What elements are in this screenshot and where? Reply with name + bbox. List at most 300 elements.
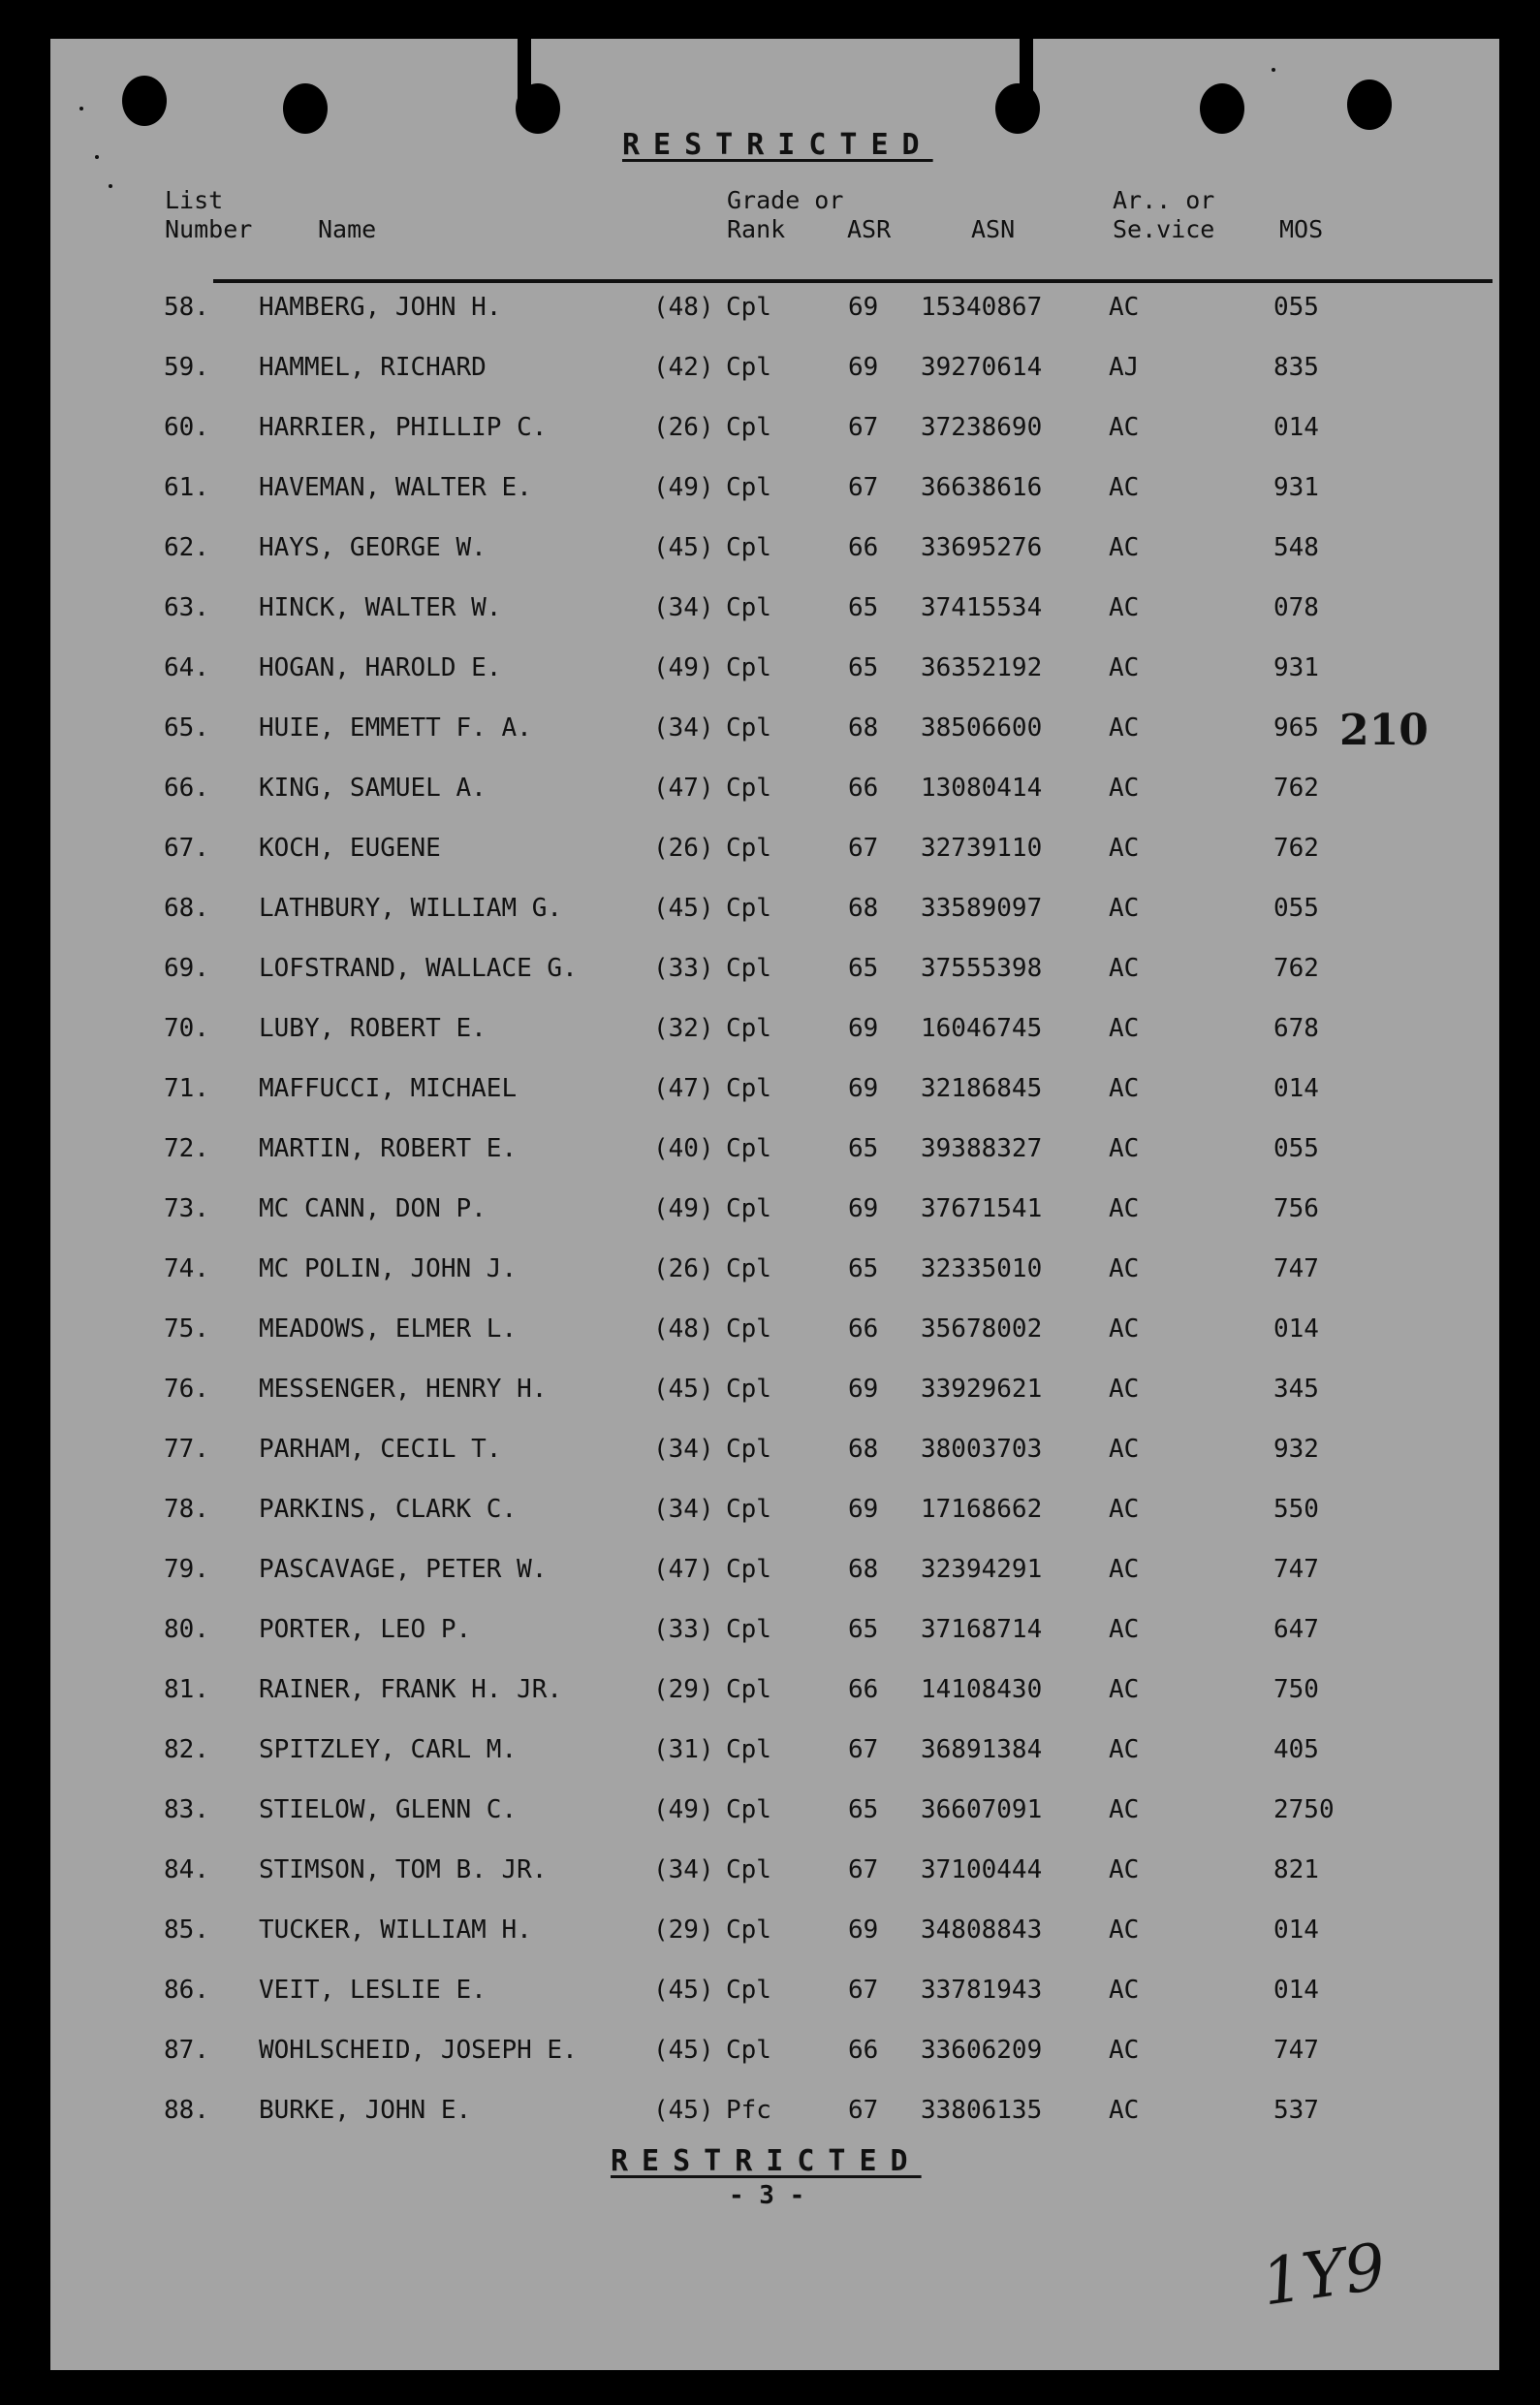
cell-asr: 68 xyxy=(848,894,879,923)
cell-mos: 014 xyxy=(1273,1074,1319,1103)
page-number: - 3 - xyxy=(729,2181,805,2210)
cell-rank: Cpl xyxy=(726,713,771,743)
cell-age: (45) xyxy=(653,2096,714,2125)
cell-rank: Cpl xyxy=(726,1074,771,1103)
cell-list-number: 74. xyxy=(164,1254,209,1283)
cell-asn: 37671541 xyxy=(921,1194,1043,1223)
cell-list-number: 81. xyxy=(164,1675,209,1704)
col-header-grade-line1: Grade or xyxy=(727,186,844,214)
cell-name: PARKINS, CLARK C. xyxy=(259,1495,518,1524)
cell-asn: 36607091 xyxy=(921,1795,1043,1824)
cell-age: (26) xyxy=(653,834,714,863)
cell-age: (34) xyxy=(653,593,714,622)
cell-age: (34) xyxy=(653,1495,714,1524)
cell-mos: 932 xyxy=(1273,1435,1319,1464)
cell-age: (34) xyxy=(653,713,714,743)
cell-age: (33) xyxy=(653,1615,714,1644)
cell-rank: Cpl xyxy=(726,1855,771,1884)
document-page xyxy=(50,39,1499,2370)
cell-age: (34) xyxy=(653,1855,714,1884)
table-row xyxy=(50,473,1499,512)
cell-list-number: 85. xyxy=(164,1915,209,1945)
cell-list-number: 63. xyxy=(164,593,209,622)
cell-arm-service: AC xyxy=(1109,834,1140,863)
cell-asr: 69 xyxy=(848,293,879,322)
cell-list-number: 59. xyxy=(164,353,209,382)
cell-rank: Cpl xyxy=(726,473,771,502)
cell-rank: Cpl xyxy=(726,1254,771,1283)
table-row xyxy=(50,1194,1499,1233)
cell-rank: Cpl xyxy=(726,533,771,562)
cell-arm-service: AC xyxy=(1109,413,1140,442)
cell-asr: 68 xyxy=(848,1555,879,1584)
table-row xyxy=(50,1615,1499,1654)
cell-age: (45) xyxy=(653,894,714,923)
cell-rank: Cpl xyxy=(726,1134,771,1163)
col-header-mos: MOS xyxy=(1279,215,1324,243)
cell-name: BURKE, JOHN E. xyxy=(259,2096,472,2125)
cell-asr: 68 xyxy=(848,1435,879,1464)
cell-name: STIMSON, TOM B. JR. xyxy=(259,1855,548,1884)
paper-speck xyxy=(1272,68,1275,72)
cell-asr: 66 xyxy=(848,2036,879,2065)
cell-asn: 33781943 xyxy=(921,1976,1043,2005)
cell-arm-service: AC xyxy=(1109,1675,1140,1704)
cell-mos: 747 xyxy=(1273,2036,1319,2065)
cell-asr: 69 xyxy=(848,353,879,382)
cell-asn: 32186845 xyxy=(921,1074,1043,1103)
cell-mos: 014 xyxy=(1273,413,1319,442)
cell-list-number: 71. xyxy=(164,1074,209,1103)
table-row xyxy=(50,413,1499,452)
cell-arm-service: AC xyxy=(1109,1615,1140,1644)
table-row xyxy=(50,1435,1499,1473)
cell-name: HAMBERG, JOHN H. xyxy=(259,293,502,322)
table-row xyxy=(50,653,1499,692)
col-header-asr: ASR xyxy=(847,215,892,243)
cell-mos: 548 xyxy=(1273,533,1319,562)
cell-age: (47) xyxy=(653,1555,714,1584)
cell-rank: Cpl xyxy=(726,894,771,923)
cell-age: (26) xyxy=(653,413,714,442)
cell-list-number: 80. xyxy=(164,1615,209,1644)
cell-asr: 67 xyxy=(848,1976,879,2005)
cell-asn: 38506600 xyxy=(921,713,1043,743)
cell-asr: 65 xyxy=(848,653,879,682)
cell-arm-service: AC xyxy=(1109,2036,1140,2065)
cell-arm-service: AC xyxy=(1109,1435,1140,1464)
cell-rank: Cpl xyxy=(726,1495,771,1524)
cell-asr: 69 xyxy=(848,1074,879,1103)
cell-name: MESSENGER, HENRY H. xyxy=(259,1375,548,1404)
cell-list-number: 67. xyxy=(164,834,209,863)
cell-list-number: 86. xyxy=(164,1976,209,2005)
cell-name: SPITZLEY, CARL M. xyxy=(259,1735,518,1764)
cell-list-number: 73. xyxy=(164,1194,209,1223)
table-row xyxy=(50,2036,1499,2074)
cell-age: (31) xyxy=(653,1735,714,1764)
cell-asn: 37555398 xyxy=(921,954,1043,983)
col-header-arm-line1: Ar.. or xyxy=(1113,186,1215,214)
table-row xyxy=(50,1976,1499,2014)
table-row xyxy=(50,593,1499,632)
cell-arm-service: AC xyxy=(1109,894,1140,923)
cell-mos: 2750 xyxy=(1273,1795,1335,1824)
cell-rank: Cpl xyxy=(726,1795,771,1824)
table-row xyxy=(50,774,1499,812)
cell-arm-service: AC xyxy=(1109,713,1140,743)
cell-asn: 34808843 xyxy=(921,1915,1043,1945)
cell-asn: 33929621 xyxy=(921,1375,1043,1404)
col-header-list-number-line1: List xyxy=(165,186,224,214)
cell-arm-service: AC xyxy=(1109,1976,1140,2005)
cell-asr: 69 xyxy=(848,1375,879,1404)
table-row xyxy=(50,293,1499,332)
cell-arm-service: AC xyxy=(1109,1375,1140,1404)
table-row xyxy=(50,2096,1499,2135)
cell-age: (26) xyxy=(653,1254,714,1283)
cell-asn: 38003703 xyxy=(921,1435,1043,1464)
cell-name: LATHBURY, WILLIAM G. xyxy=(259,894,563,923)
cell-age: (40) xyxy=(653,1134,714,1163)
cell-arm-service: AC xyxy=(1109,533,1140,562)
cell-asn: 33606209 xyxy=(921,2036,1043,2065)
margin-number: 210 xyxy=(1339,706,1429,755)
cell-name: HAMMEL, RICHARD xyxy=(259,353,487,382)
cell-asr: 65 xyxy=(848,1795,879,1824)
cell-asr: 65 xyxy=(848,1134,879,1163)
cell-rank: Cpl xyxy=(726,2036,771,2065)
cell-list-number: 87. xyxy=(164,2036,209,2065)
table-row xyxy=(50,1375,1499,1413)
cell-mos: 647 xyxy=(1273,1615,1319,1644)
cell-rank: Cpl xyxy=(726,834,771,863)
cell-asr: 67 xyxy=(848,413,879,442)
cell-name: VEIT, LESLIE E. xyxy=(259,1976,487,2005)
cell-asr: 67 xyxy=(848,1855,879,1884)
cell-mos: 550 xyxy=(1273,1495,1319,1524)
cell-rank: Cpl xyxy=(726,1735,771,1764)
cell-rank: Cpl xyxy=(726,413,771,442)
cell-rank: Cpl xyxy=(726,1615,771,1644)
cell-mos: 405 xyxy=(1273,1735,1319,1764)
cell-list-number: 79. xyxy=(164,1555,209,1584)
cell-mos: 747 xyxy=(1273,1254,1319,1283)
cell-rank: Cpl xyxy=(726,653,771,682)
cell-name: LOFSTRAND, WALLACE G. xyxy=(259,954,578,983)
handwritten-note: 1Y9 xyxy=(1257,2229,1391,2321)
table-row xyxy=(50,954,1499,993)
cell-age: (45) xyxy=(653,1375,714,1404)
cell-list-number: 78. xyxy=(164,1495,209,1524)
col-header-grade-line2: Rank xyxy=(727,215,786,243)
cell-list-number: 88. xyxy=(164,2096,209,2125)
table-row xyxy=(50,834,1499,872)
table-row xyxy=(50,713,1499,752)
cell-rank: Cpl xyxy=(726,774,771,803)
cell-rank: Cpl xyxy=(726,593,771,622)
cell-list-number: 72. xyxy=(164,1134,209,1163)
col-header-asn: ASN xyxy=(971,215,1016,243)
cell-asr: 67 xyxy=(848,2096,879,2125)
cell-name: MC POLIN, JOHN J. xyxy=(259,1254,518,1283)
cell-age: (49) xyxy=(653,1795,714,1824)
cell-arm-service: AC xyxy=(1109,954,1140,983)
cell-asr: 68 xyxy=(848,713,879,743)
cell-rank: Cpl xyxy=(726,1555,771,1584)
cell-mos: 014 xyxy=(1273,1314,1319,1344)
cell-name: HAVEMAN, WALTER E. xyxy=(259,473,532,502)
cell-asr: 69 xyxy=(848,1194,879,1223)
table-row xyxy=(50,353,1499,392)
table-row xyxy=(50,1735,1499,1774)
cell-arm-service: AC xyxy=(1109,1254,1140,1283)
cell-name: HARRIER, PHILLIP C. xyxy=(259,413,548,442)
cell-rank: Pfc xyxy=(726,2096,771,2125)
table-row xyxy=(50,1074,1499,1113)
cell-list-number: 83. xyxy=(164,1795,209,1824)
cell-arm-service: AC xyxy=(1109,1134,1140,1163)
cell-arm-service: AC xyxy=(1109,1014,1140,1043)
cell-asn: 33806135 xyxy=(921,2096,1043,2125)
cell-name: WOHLSCHEID, JOSEPH E. xyxy=(259,2036,578,2065)
cell-mos: 965 xyxy=(1273,713,1319,743)
cell-name: STIELOW, GLENN C. xyxy=(259,1795,518,1824)
cell-mos: 055 xyxy=(1273,1134,1319,1163)
table-row xyxy=(50,1795,1499,1834)
cell-list-number: 58. xyxy=(164,293,209,322)
cell-age: (47) xyxy=(653,1074,714,1103)
cell-asr: 65 xyxy=(848,954,879,983)
cell-list-number: 84. xyxy=(164,1855,209,1884)
cell-mos: 931 xyxy=(1273,653,1319,682)
cell-arm-service: AC xyxy=(1109,593,1140,622)
cell-mos: 762 xyxy=(1273,954,1319,983)
cell-list-number: 70. xyxy=(164,1014,209,1043)
cell-rank: Cpl xyxy=(726,954,771,983)
cell-arm-service: AC xyxy=(1109,1795,1140,1824)
cell-arm-service: AC xyxy=(1109,473,1140,502)
cell-list-number: 64. xyxy=(164,653,209,682)
footer-classification: RESTRICTED xyxy=(611,2144,922,2178)
cell-mos: 835 xyxy=(1273,353,1319,382)
cell-asr: 66 xyxy=(848,1675,879,1704)
table-row xyxy=(50,1855,1499,1894)
cell-mos: 747 xyxy=(1273,1555,1319,1584)
cell-name: HUIE, EMMETT F. A. xyxy=(259,713,532,743)
cell-name: HINCK, WALTER W. xyxy=(259,593,502,622)
paper-notch xyxy=(1020,39,1033,107)
cell-asn: 32335010 xyxy=(921,1254,1043,1283)
cell-arm-service: AC xyxy=(1109,1194,1140,1223)
cell-rank: Cpl xyxy=(726,1675,771,1704)
cell-age: (29) xyxy=(653,1915,714,1945)
cell-mos: 931 xyxy=(1273,473,1319,502)
cell-age: (29) xyxy=(653,1675,714,1704)
cell-list-number: 65. xyxy=(164,713,209,743)
cell-asn: 37168714 xyxy=(921,1615,1043,1644)
cell-list-number: 82. xyxy=(164,1735,209,1764)
cell-asn: 36891384 xyxy=(921,1735,1043,1764)
cell-arm-service: AC xyxy=(1109,653,1140,682)
table-row xyxy=(50,1675,1499,1714)
cell-asr: 69 xyxy=(848,1495,879,1524)
cell-asr: 65 xyxy=(848,1615,879,1644)
cell-name: MEADOWS, ELMER L. xyxy=(259,1314,518,1344)
paper-notch xyxy=(518,39,531,107)
cell-rank: Cpl xyxy=(726,1314,771,1344)
cell-name: PARHAM, CECIL T. xyxy=(259,1435,502,1464)
cell-list-number: 61. xyxy=(164,473,209,502)
cell-rank: Cpl xyxy=(726,1194,771,1223)
cell-list-number: 60. xyxy=(164,413,209,442)
cell-rank: Cpl xyxy=(726,1375,771,1404)
punch-hole xyxy=(995,83,1040,134)
cell-mos: 014 xyxy=(1273,1915,1319,1945)
cell-arm-service: AC xyxy=(1109,1495,1140,1524)
cell-asr: 66 xyxy=(848,1314,879,1344)
table-row xyxy=(50,1014,1499,1053)
cell-age: (34) xyxy=(653,1435,714,1464)
cell-mos: 762 xyxy=(1273,774,1319,803)
cell-name: KING, SAMUEL A. xyxy=(259,774,487,803)
cell-rank: Cpl xyxy=(726,293,771,322)
cell-asr: 67 xyxy=(848,1735,879,1764)
cell-age: (49) xyxy=(653,1194,714,1223)
cell-list-number: 62. xyxy=(164,533,209,562)
cell-rank: Cpl xyxy=(726,1435,771,1464)
punch-hole xyxy=(1347,79,1392,130)
cell-name: PASCAVAGE, PETER W. xyxy=(259,1555,548,1584)
paper-speck xyxy=(95,155,99,159)
cell-age: (42) xyxy=(653,353,714,382)
cell-arm-service: AC xyxy=(1109,1074,1140,1103)
cell-mos: 345 xyxy=(1273,1375,1319,1404)
cell-asr: 69 xyxy=(848,1915,879,1945)
cell-age: (45) xyxy=(653,1976,714,2005)
table-row xyxy=(50,1254,1499,1293)
cell-name: MAFFUCCI, MICHAEL xyxy=(259,1074,518,1103)
cell-asn: 37238690 xyxy=(921,413,1043,442)
cell-name: KOCH, EUGENE xyxy=(259,834,441,863)
cell-asn: 32739110 xyxy=(921,834,1043,863)
cell-list-number: 66. xyxy=(164,774,209,803)
cell-asr: 69 xyxy=(848,1014,879,1043)
table-row xyxy=(50,1495,1499,1534)
cell-arm-service: AC xyxy=(1109,774,1140,803)
cell-asr: 65 xyxy=(848,593,879,622)
cell-name: RAINER, FRANK H. JR. xyxy=(259,1675,563,1704)
table-row xyxy=(50,533,1499,572)
col-header-arm-line2: Se.vice xyxy=(1113,215,1215,243)
paper-speck xyxy=(109,184,112,188)
header-classification: RESTRICTED xyxy=(622,128,933,162)
cell-arm-service: AC xyxy=(1109,2096,1140,2125)
cell-arm-service: AC xyxy=(1109,1555,1140,1584)
cell-asn: 36638616 xyxy=(921,473,1043,502)
cell-rank: Cpl xyxy=(726,353,771,382)
cell-asn: 33589097 xyxy=(921,894,1043,923)
cell-mos: 678 xyxy=(1273,1014,1319,1043)
cell-name: HOGAN, HAROLD E. xyxy=(259,653,502,682)
cell-name: HAYS, GEORGE W. xyxy=(259,533,487,562)
cell-asn: 14108430 xyxy=(921,1675,1043,1704)
cell-name: MC CANN, DON P. xyxy=(259,1194,487,1223)
col-header-name: Name xyxy=(318,215,377,243)
cell-arm-service: AC xyxy=(1109,1735,1140,1764)
cell-asn: 35678002 xyxy=(921,1314,1043,1344)
cell-name: TUCKER, WILLIAM H. xyxy=(259,1915,532,1945)
cell-age: (45) xyxy=(653,2036,714,2065)
cell-age: (48) xyxy=(653,1314,714,1344)
cell-age: (45) xyxy=(653,533,714,562)
cell-asn: 17168662 xyxy=(921,1495,1043,1524)
cell-name: MARTIN, ROBERT E. xyxy=(259,1134,518,1163)
cell-age: (49) xyxy=(653,473,714,502)
cell-arm-service: AC xyxy=(1109,1915,1140,1945)
cell-arm-service: AC xyxy=(1109,293,1140,322)
cell-mos: 537 xyxy=(1273,2096,1319,2125)
cell-age: (48) xyxy=(653,293,714,322)
cell-list-number: 77. xyxy=(164,1435,209,1464)
cell-age: (47) xyxy=(653,774,714,803)
cell-age: (49) xyxy=(653,653,714,682)
cell-asr: 65 xyxy=(848,1254,879,1283)
cell-arm-service: AJ xyxy=(1109,353,1140,382)
table-row xyxy=(50,1555,1499,1594)
cell-mos: 055 xyxy=(1273,894,1319,923)
cell-asr: 67 xyxy=(848,834,879,863)
paper-speck xyxy=(79,107,83,111)
cell-asn: 15340867 xyxy=(921,293,1043,322)
cell-mos: 821 xyxy=(1273,1855,1319,1884)
cell-asn: 32394291 xyxy=(921,1555,1043,1584)
cell-asn: 39270614 xyxy=(921,353,1043,382)
cell-asn: 39388327 xyxy=(921,1134,1043,1163)
cell-asn: 16046745 xyxy=(921,1014,1043,1043)
cell-asr: 67 xyxy=(848,473,879,502)
cell-mos: 055 xyxy=(1273,293,1319,322)
cell-asn: 13080414 xyxy=(921,774,1043,803)
cell-rank: Cpl xyxy=(726,1976,771,2005)
cell-list-number: 69. xyxy=(164,954,209,983)
cell-arm-service: AC xyxy=(1109,1855,1140,1884)
cell-list-number: 68. xyxy=(164,894,209,923)
cell-asn: 33695276 xyxy=(921,533,1043,562)
cell-asr: 66 xyxy=(848,533,879,562)
table-row xyxy=(50,894,1499,933)
cell-list-number: 76. xyxy=(164,1375,209,1404)
table-row xyxy=(50,1915,1499,1954)
table-row xyxy=(50,1314,1499,1353)
cell-mos: 756 xyxy=(1273,1194,1319,1223)
cell-arm-service: AC xyxy=(1109,1314,1140,1344)
cell-age: (32) xyxy=(653,1014,714,1043)
cell-age: (33) xyxy=(653,954,714,983)
cell-asn: 37415534 xyxy=(921,593,1043,622)
cell-mos: 014 xyxy=(1273,1976,1319,2005)
cell-asr: 66 xyxy=(848,774,879,803)
col-header-list-number-line2: Number xyxy=(165,215,253,243)
cell-mos: 078 xyxy=(1273,593,1319,622)
cell-rank: Cpl xyxy=(726,1915,771,1945)
table-row xyxy=(50,1134,1499,1173)
cell-mos: 762 xyxy=(1273,834,1319,863)
punch-hole xyxy=(283,83,328,134)
cell-name: PORTER, LEO P. xyxy=(259,1615,472,1644)
cell-mos: 750 xyxy=(1273,1675,1319,1704)
cell-name: LUBY, ROBERT E. xyxy=(259,1014,487,1043)
